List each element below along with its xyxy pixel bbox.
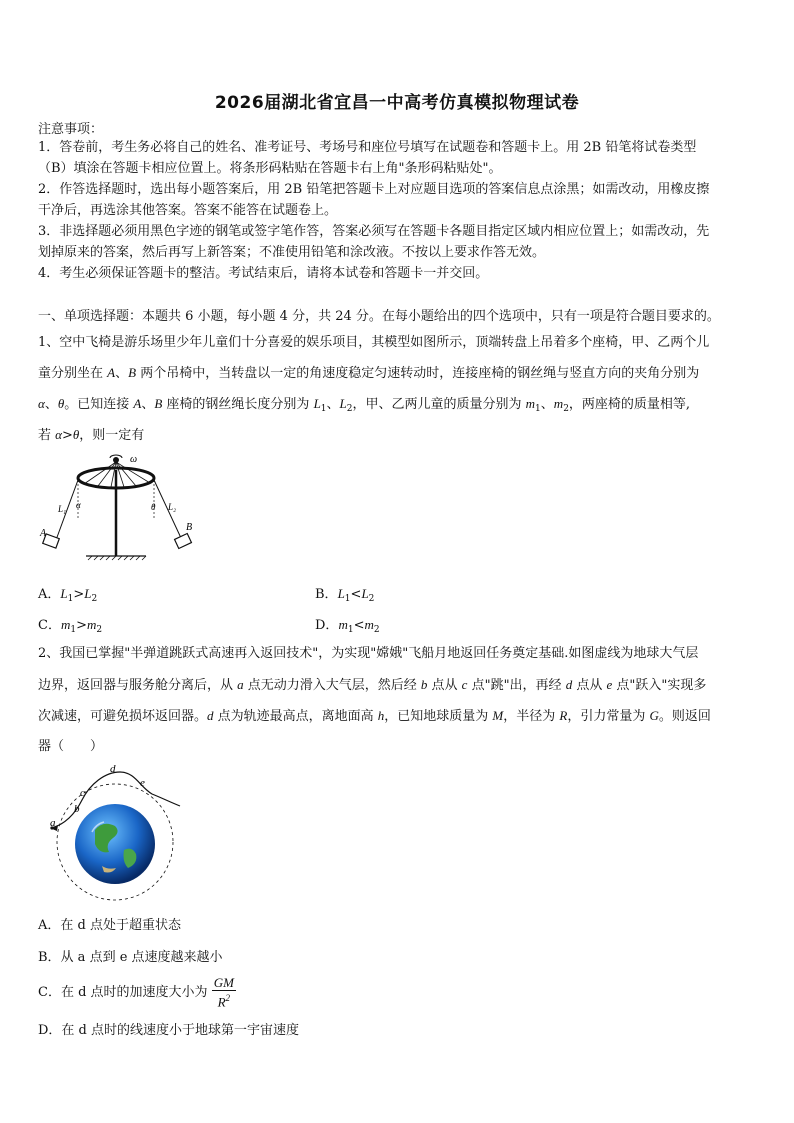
q2-stem-line: 次减速，可避免损坏返回器。d 点为轨迹最高点，离地面高 h，已知地球质量为 M，半径为 R，引力常量为 G。则返回 <box>38 708 711 724</box>
q2-option-b[interactable]: B．从 a 点到 e 点速度越来越小 <box>38 950 223 965</box>
label-L2: L₂ <box>168 502 177 512</box>
q1-stem-line: 1、空中飞椅是游乐场里少年儿童们十分喜爱的娱乐项目，其模型如图所示，顶端转盘上吊着多个座椅，甲、乙两个儿 <box>38 335 710 350</box>
earth-image <box>75 804 155 884</box>
label-alpha: α <box>76 500 81 510</box>
ground-hatch <box>86 556 146 560</box>
page-title: 2026届湖北省宜昌一中高考仿真模拟物理试卷 <box>214 93 580 113</box>
q1-stem-line: α、θ。已知连接 A、B 座椅的钢丝绳长度分别为 $L_1$、$L_2$，甲、乙两儿童的质量分别为 $m_1$、$m_2$，两座椅的质量相等, <box>38 396 691 414</box>
notice-line: 2．作答选择题时，选出每小题答案后，用 2B 铅笔把答题卡上对应题目选项的答案信息点涂黑；如需改动，用橡皮擦 <box>38 182 710 197</box>
label-B: B <box>186 522 193 533</box>
q1-option-b[interactable]: B．$L_1<L_2$ <box>315 586 375 604</box>
q2-option-c[interactable]: C．在 d 点时的加速度大小为 $\frac{GM}{R^2}$ <box>38 975 234 1010</box>
notice-line: （B）填涂在答题卡相应位置上。将条形码粘贴在答题卡右上角"条形码粘贴处"。 <box>38 161 502 176</box>
q2-option-d[interactable]: D．在 d 点时的线速度小于地球第一宇宙速度 <box>38 1023 300 1038</box>
q1-option-c[interactable]: C．$m_1>m_2$ <box>38 617 103 635</box>
section-heading: 一、单项选择题：本题共 6 小题，每小题 4 分，共 24 分。在每小题给出的四个选项中，只有一项是符合题目要求的。 <box>38 309 720 324</box>
q1-option-a[interactable]: A．$L_1>L_2$ <box>38 586 98 604</box>
q2-stem-line: 2、我国已掌握"半弹道跳跃式高速再入返回技术"，为实现"嫦娥"飞船月地返回任务奠定基础.如图虚线为地球大气层 <box>38 646 699 661</box>
notice-line: 划掉原来的答案，然后再写上新答案；不准使用铅笔和涂改液。不按以上要求作答无效。 <box>38 245 546 260</box>
notice-line: 4．考生必须保证答题卡的整洁。考试结束后，请将本试卷和答题卡一并交回。 <box>38 266 489 281</box>
q2-figure <box>40 762 190 902</box>
q2-stem-line: 边界，返回器与服务舱分离后，从 a 点无动力滑入大气层，然后经 b 点从 c 点"跳"出，再经 d 点从 e 点"跃入"实现多 <box>38 677 707 693</box>
point-a-label: a <box>50 817 56 829</box>
notice-heading: 注意事项： <box>38 122 104 137</box>
omega-label: ω <box>130 454 138 465</box>
q1-stem-line: 童分别坐在 A、B 两个吊椅中，当转盘以一定的角速度稳定匀速转动时，连接座椅的钢丝绳与竖直方向的夹角分别为 <box>38 365 700 381</box>
point-e-label: e <box>140 777 145 789</box>
label-L1: L₁ <box>58 504 67 514</box>
label-theta: θ <box>151 502 156 512</box>
q1-option-d[interactable]: D．$m_1<m_2$ <box>315 617 380 635</box>
notice-line: 干净后，再选涂其他答案。答案不能答在试题卷上。 <box>38 203 338 218</box>
q1-figure <box>36 450 206 565</box>
label-A: A <box>40 528 47 539</box>
q2-option-a[interactable]: A．在 d 点处于超重状态 <box>38 918 181 933</box>
point-b-label: b <box>74 803 80 815</box>
point-c-label: c <box>80 787 85 799</box>
notice-line: 1．答卷前，考生务必将自己的姓名、准考证号、考场号和座位号填写在试题卷和答题卡上。用 2B 铅笔将试卷类型 <box>38 140 697 155</box>
point-d-label: d <box>110 763 116 775</box>
q2-stem-line: 器（ ） <box>38 739 104 754</box>
notice-line: 3．非选择题必须用黑色字迹的钢笔或签字笔作答，答案必须写在答题卡各题目指定区域内相应位置上；如需改动，先 <box>38 224 710 239</box>
formula-fraction: $\frac{GM}{R^2}$ <box>213 975 234 1010</box>
seat-B <box>175 534 192 549</box>
q1-stem-line: 若 α>θ，则一定有 <box>38 427 145 443</box>
